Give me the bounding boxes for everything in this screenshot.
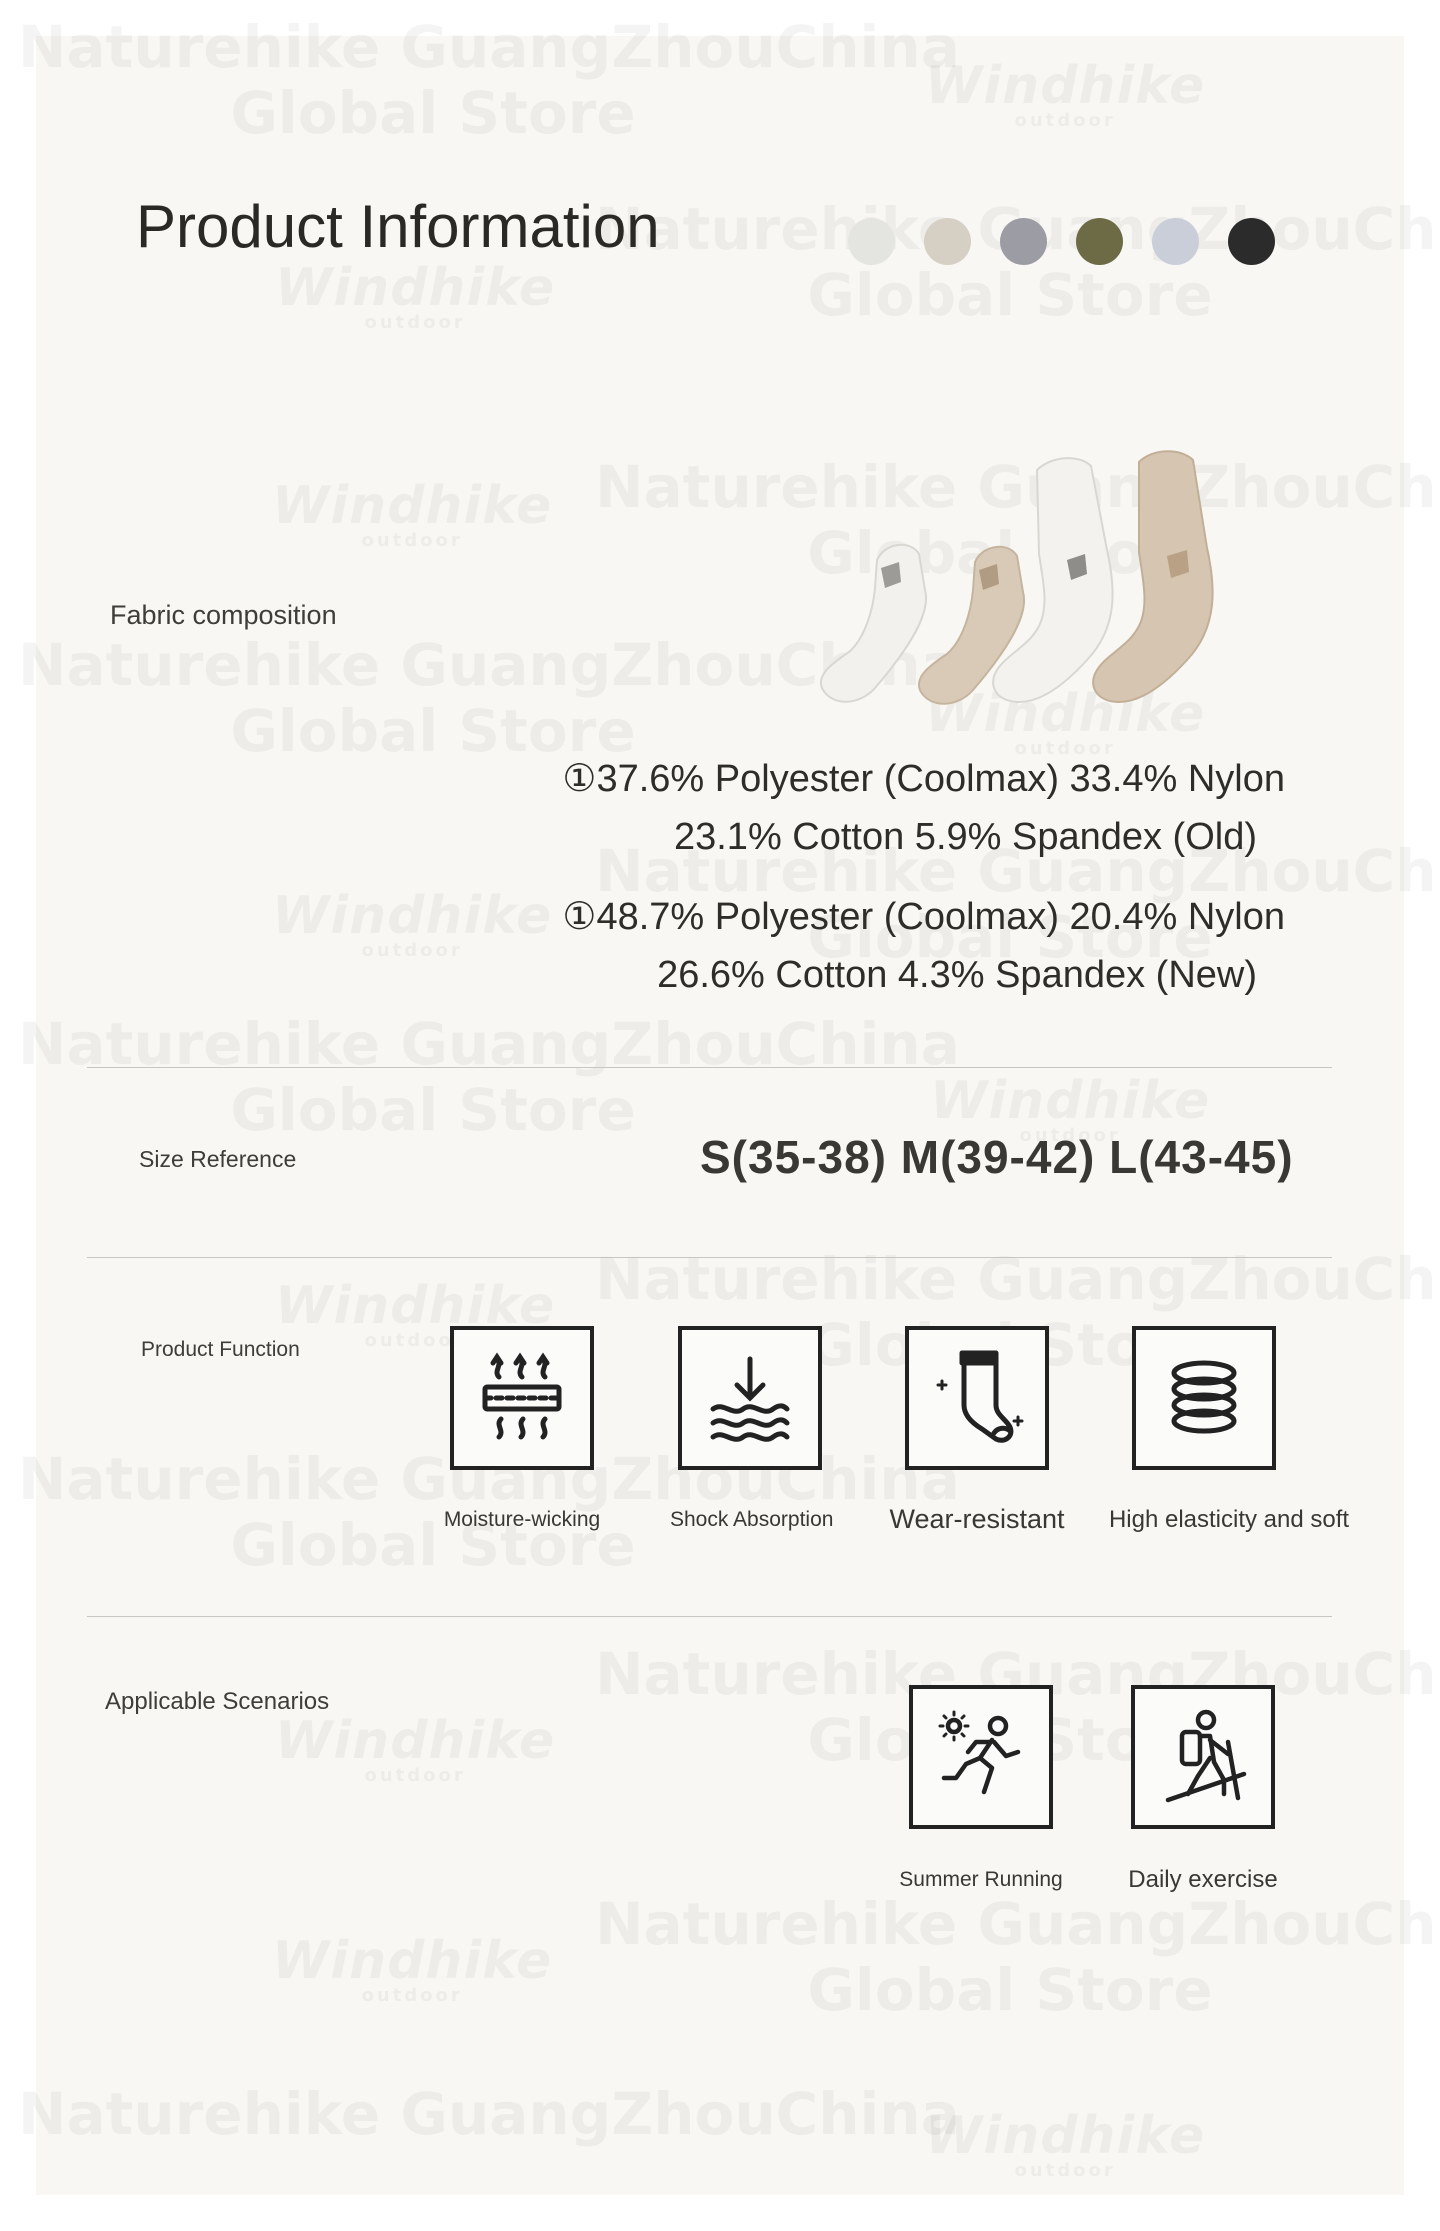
composition-new (485, 888, 1285, 1004)
shock-absorption-icon (678, 1326, 822, 1470)
divider (87, 1067, 1332, 1068)
daily-exercise-caption: Daily exercise (1128, 1866, 1278, 1893)
summer-running-icon (909, 1685, 1053, 1829)
summer-running-caption: Summer Running (899, 1868, 1063, 1891)
moisture-wicking-caption: Moisture-wicking (443, 1508, 601, 1531)
composition-old-line2: 23.1% Cotton 5.9% Spandex (Old) (673, 816, 1257, 858)
color-swatch-2[interactable] (924, 218, 971, 265)
fabric-label: Fabric composition (110, 600, 337, 630)
shock-absorption-caption: Shock Absorption (670, 1508, 834, 1531)
composition-new-line1: ①48.7% Polyester (Coolmax) 20.4% Nylon (562, 896, 1285, 938)
divider (87, 1257, 1332, 1258)
composition-old-line1: ①37.6% Polyester (Coolmax) 33.4% Nylon (562, 758, 1285, 800)
color-swatch-5[interactable] (1152, 218, 1199, 265)
wear-resistant-caption: Wear-resistant (889, 1504, 1065, 1534)
wear-resistant-sock-icon (905, 1326, 1049, 1470)
color-swatch-1[interactable] (848, 218, 895, 265)
color-swatch-6[interactable] (1228, 218, 1275, 265)
sock-product-photo (815, 450, 1285, 715)
spring-coil-icon (1132, 1326, 1276, 1470)
color-swatch-4[interactable] (1076, 218, 1123, 265)
scenarios-label: Applicable Scenarios (105, 1688, 330, 1715)
composition-old (485, 750, 1285, 866)
function-label: Product Function (141, 1338, 300, 1361)
composition-new-line2: 26.6% Cotton 4.3% Spandex (New) (657, 954, 1257, 996)
page-title: Product Information (136, 193, 660, 260)
moisture-wicking-icon (450, 1326, 594, 1470)
size-values: S(35-38) M(39-42) L(43-45) (700, 1131, 1294, 1183)
color-swatches (848, 218, 1275, 265)
divider (87, 1616, 1332, 1617)
hiking-icon (1131, 1685, 1275, 1829)
color-swatch-3[interactable] (1000, 218, 1047, 265)
high-elasticity-caption: High elasticity and soft (1108, 1506, 1350, 1533)
size-label: Size Reference (139, 1146, 297, 1172)
